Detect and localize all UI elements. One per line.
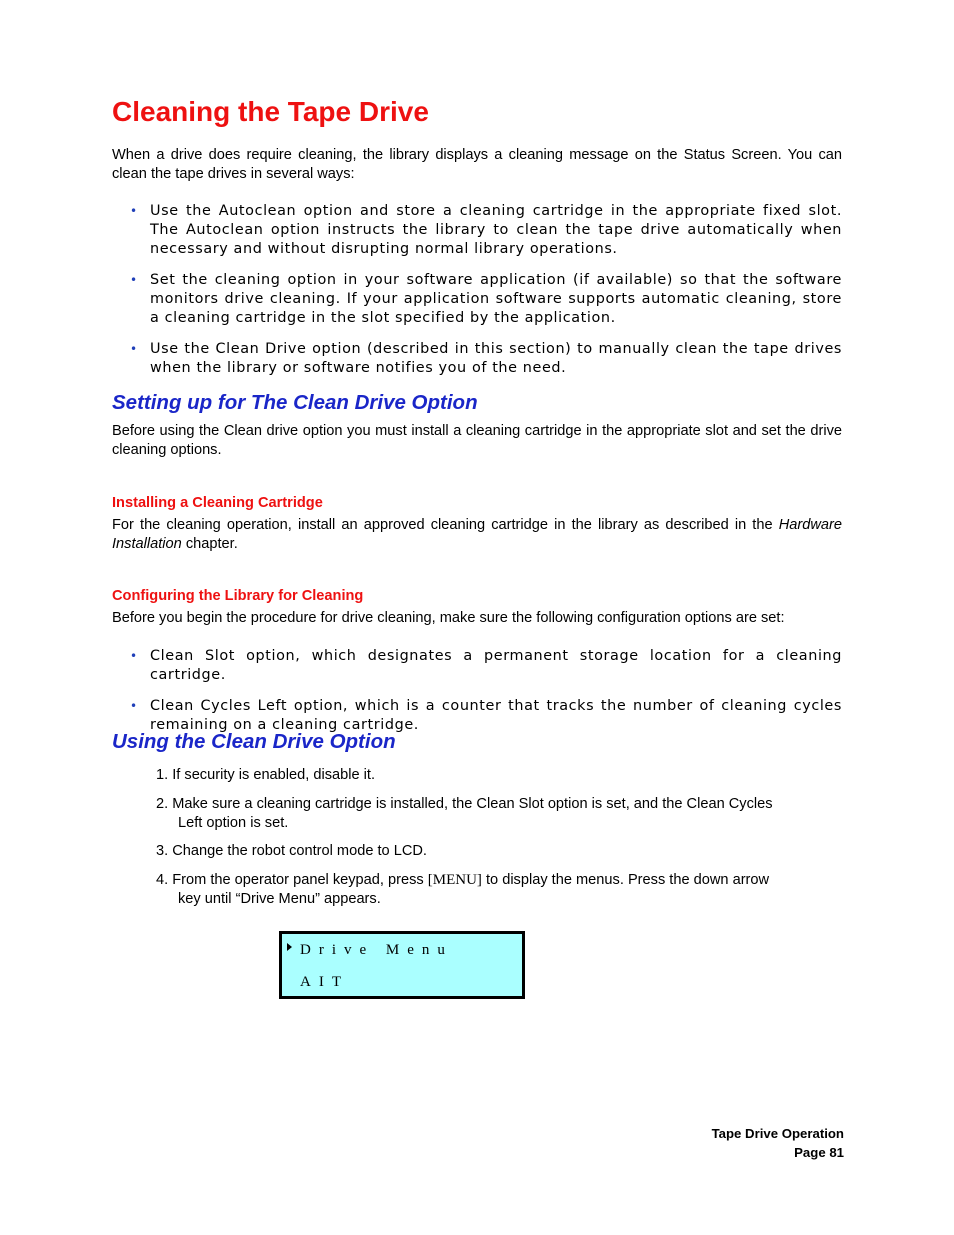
steps-list [156, 766, 836, 909]
footer-section: Tape Drive Operation [711, 1126, 844, 1141]
lcd-line-1: Drive Menu [300, 942, 453, 958]
bullet-icon: • [130, 342, 138, 356]
footer-page-number: Page 81 [794, 1145, 844, 1160]
list-item: • Set the cleaning option in your software application (if available) so that the software monitors drive cleaning. If your application software supports automatic cleaning, store a cleaning cartridge in the slot specified by the application. [130, 272, 842, 326]
step-item: 4. From the operator panel keypad, press [MENU] to display the menus. Press the down arrow key until “Drive Menu” appears. [156, 872, 770, 907]
bullet-icon: • [130, 649, 138, 663]
page-footer [712, 1124, 844, 1162]
cleaning-ways-list [112, 202, 842, 378]
configuring-heading: Configuring the Library for Cleaning [112, 588, 364, 604]
step-item: 3. Change the robot control mode to LCD. [156, 843, 427, 859]
list-item: • Use the Clean Drive option (described in this section) to manually clean the tape drives when the library or software notifies you of the need. [130, 341, 842, 376]
intro-text: When a drive does require cleaning, the library displays a cleaning message on the Status Screen. You can clean the tape drives in several ways: [112, 147, 842, 182]
installing-paragraph: For the cleaning operation, install an approved cleaning cartridge in the library as described in the Hardware Installation chapter. [112, 517, 842, 552]
list-item: • Use the Autoclean option and store a cleaning cartridge in the appropriate fixed slot. The Autoclean option instructs the library to clean the tape drive automatically when necessary and without disrupting normal library operations. [130, 203, 842, 257]
configuring-paragraph: Before you begin the procedure for drive cleaning, make sure the following configuration options are set: [112, 610, 785, 626]
lcd-line-2: AIT [300, 974, 349, 990]
setup-heading: Setting up for The Clean Drive Option [112, 391, 478, 414]
menu-key-label: [MENU] [427, 872, 482, 888]
step-item: 2. Make sure a cleaning cartridge is installed, the Clean Slot option is set, and the Clean Cycles Left option is set. [156, 796, 773, 831]
page-title: Cleaning the Tape Drive [112, 96, 429, 127]
list-item: • Clean Slot option, which designates a permanent storage location for a cleaning cartridge. [130, 648, 842, 683]
using-heading: Using the Clean Drive Option [112, 730, 396, 753]
cursor-arrow-icon [287, 943, 292, 951]
intro-paragraph [112, 146, 842, 184]
installing-heading: Installing a Cleaning Cartridge [112, 495, 323, 511]
bullet-icon: • [130, 273, 138, 287]
lcd-display [279, 931, 525, 999]
config-options-list [112, 647, 842, 735]
bullet-icon: • [130, 699, 138, 713]
step-item: 1. If security is enabled, disable it. [156, 767, 376, 783]
list-item: • Clean Cycles Left option, which is a counter that tracks the number of cleaning cycles remaining on a cleaning cartridge. [130, 698, 842, 733]
setup-paragraph: Before using the Clean drive option you must install a cleaning cartridge in the appropriate slot and set the drive cleaning options. [112, 423, 842, 458]
bullet-icon: • [130, 204, 138, 218]
